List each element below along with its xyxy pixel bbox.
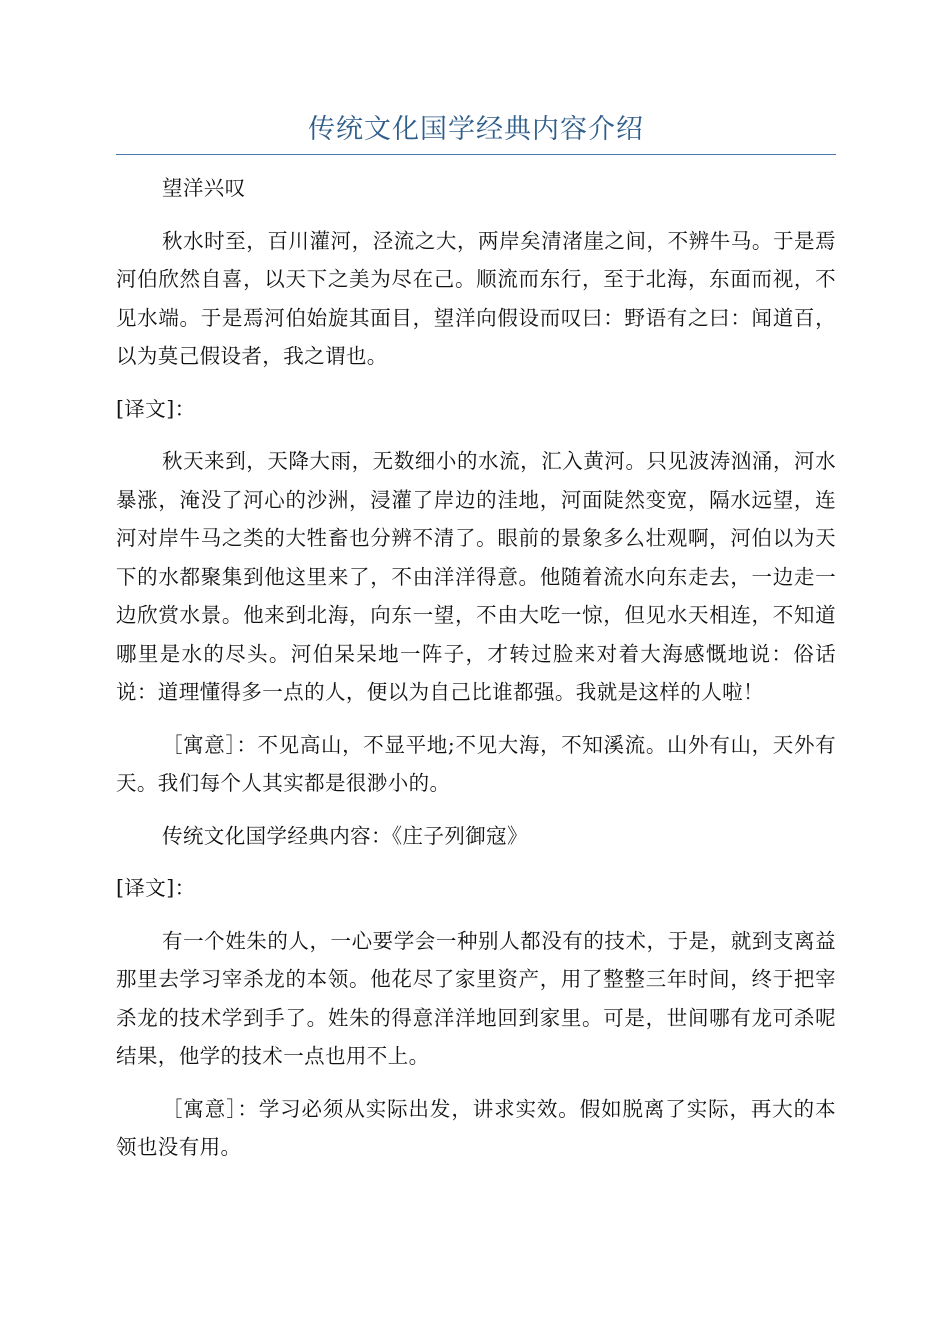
- document-page: [116, 110, 836, 1181]
- section-heading-wangyang: 望洋兴叹: [162, 176, 246, 200]
- translation-label: [译文]：: [116, 396, 196, 421]
- section-heading-zhuangzi: 传统文化国学经典内容：《庄子列御寇》: [162, 823, 528, 848]
- moral-paragraph-2: ［寓意］：学习必须从实际出发，讲求实效。假如脱离了实际，再大的本领也没有用。: [116, 1096, 836, 1159]
- translation-paragraph-2: 有一个姓朱的人，一心要学会一种别人都没有的技术，于是，就到支离益那里去学习宰杀龙的本领。他花尽了家里资产，用了整整三年时间，终于把宰杀龙的技术学到手了。姓朱的得意洋洋地回到家里。可是，世间哪有龙可杀呢结果，他学的技术一点也用不上。: [116, 928, 836, 1068]
- translation-paragraph: 秋天来到，天降大雨，无数细小的水流，汇入黄河。只见波涛汹涌，河水暴涨，淹没了河心的沙洲，浸灌了岸边的洼地，河面陡然变宽，隔水远望，连河对岸牛马之类的大牲畜也分辨不清了。眼前的景象多么壮观啊，河伯以为天下的水都聚集到他这里来了，不由洋洋得意。他随着流水向东走去，一边走一边欣赏水景。他来到北海，向东一望，不由大吃一惊，但见水天相连，不知道哪里是水的尽头。河伯呆呆地一阵子，才转过脸来对着大海感慨地说：俗话说：道理懂得多一点的人，便以为自己比谁都强。我就是这样的人啦！: [116, 449, 836, 704]
- translation-label-2: [译文]：: [116, 876, 196, 900]
- title-underline: [116, 154, 836, 155]
- original-text-paragraph: 秋水时至，百川灌河，泾流之大，两岸矣清渚崖之间，不辨牛马。于是焉河伯欣然自喜，以天下之美为尽在己。顺流而东行，至于北海，东面而视，不见水端。于是焉河伯始旋其面目，望洋向假设而叹曰：野语有之曰：闻道百，以为莫己假设者，我之谓也。: [116, 228, 836, 368]
- document-title: 传统文化国学经典内容介绍: [308, 114, 644, 145]
- moral-paragraph: ［寓意］：不见高山，不显平地;不见大海，不知溪流。山外有山，天外有天。我们每个人其实都是很渺小的。: [116, 732, 836, 795]
